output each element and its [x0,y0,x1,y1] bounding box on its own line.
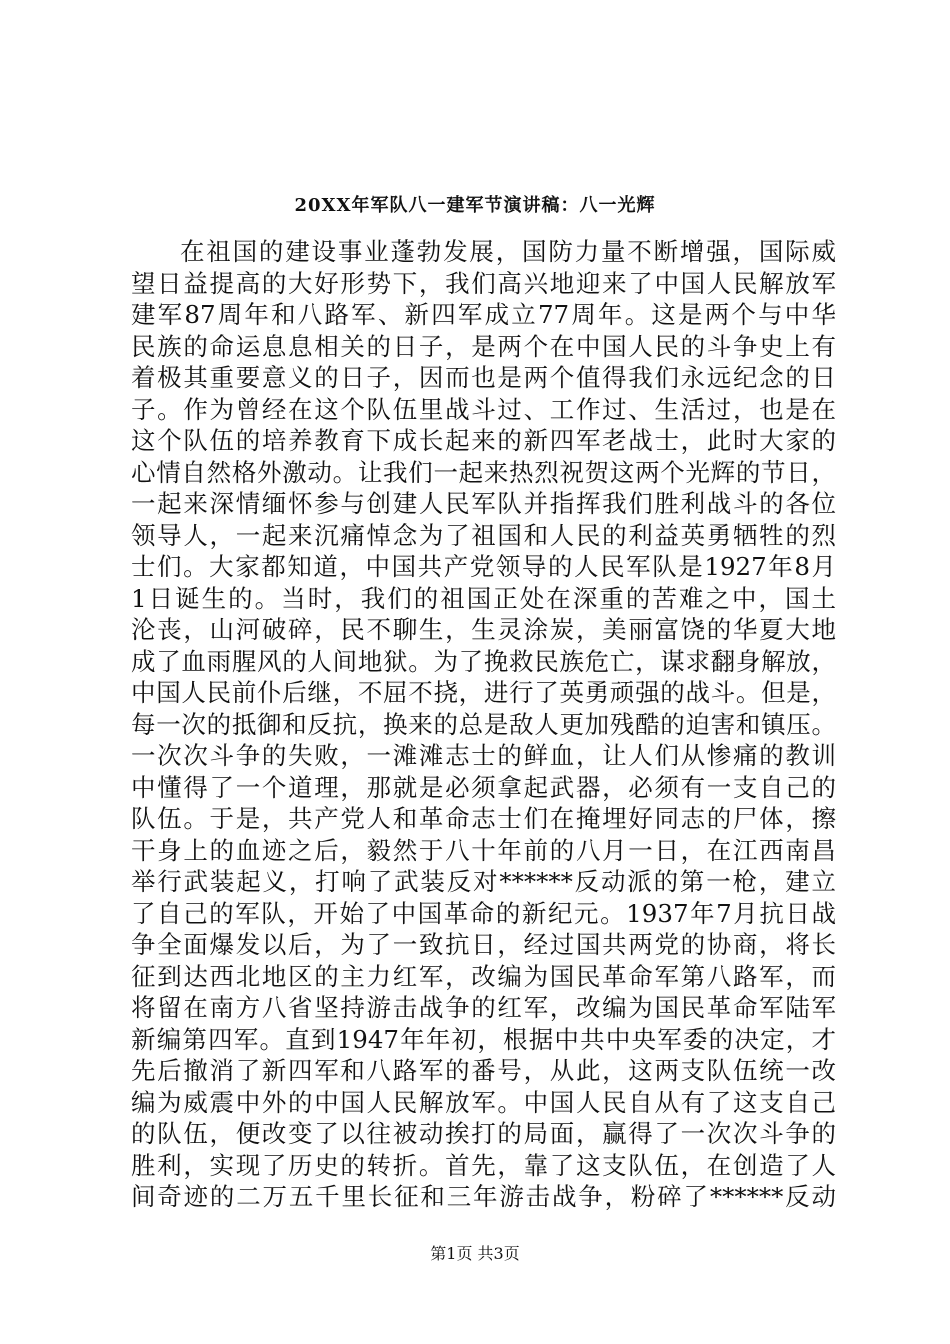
body-line: 胜利，实现了历史的转折。首先，靠了这支队伍，在创造了人 [131,1150,836,1180]
body-line: 成了血雨腥风的人间地狱。为了挽救民族危亡，谋求翻身解放， [131,646,836,676]
body-line: 1日诞生的。当时，我们的祖国正处在深重的苦难之中，国土 [131,583,836,613]
body-line: 了自己的军队，开始了中国革命的新纪元。1937年7月抗日战 [131,898,836,928]
page-number-footer: 第1页 共3页 [430,1244,520,1263]
body-line: 编为威震中外的中国人民解放军。中国人民自从有了这支自己 [131,1087,836,1117]
body-line: 子。作为曾经在这个队伍里战斗过、工作过、生活过，也是在 [131,394,836,424]
body-line: 民族的命运息息相关的日子，是两个在中国人民的斗争史上有 [131,331,836,361]
body-line: 间奇迹的二万五千里长征和三年游击战争，粉碎了******反动 [131,1182,836,1211]
body-line: 沦丧，山河破碎，民不聊生，生灵涂炭，美丽富饶的华夏大地 [131,615,836,644]
body-line: 先后撤消了新四军和八路军的番号，从此，这两支队伍统一改 [131,1056,836,1085]
body-line: 建军87周年和八路军、新四军成立77周年。这是两个与中华 [131,300,836,329]
document-title: 20XX年军队八一建军节演讲稿：八一光辉 [294,195,656,216]
body-line: 望日益提高的大好形势下，我们高兴地迎来了中国人民解放军 [131,268,836,298]
body-line: 这个队伍的培养教育下成长起来的新四军老战士，此时大家的 [131,426,836,455]
body-line: 中国人民前仆后继，不屈不挠，进行了英勇顽强的战斗。但是， [131,678,836,707]
body-line: 每一次的抵御和反抗，换来的总是敌人更加残酷的迫害和镇压。 [131,709,836,739]
body-line: 一起来深情缅怀参与创建人民军队并指挥我们胜利战斗的各位 [131,489,836,518]
body-line: 心情自然格外激动。让我们一起来热烈祝贺这两个光辉的节日， [131,457,836,487]
body-line: 一次次斗争的失败，一滩滩志士的鲜血，让人们从惨痛的教训 [131,741,836,770]
document-body [131,236,836,1213]
body-line: 士们。大家都知道，中国共产党领导的人民军队是1927年8月 [131,552,836,581]
body-line: 队伍。于是，共产党人和革命志士们在掩埋好同志的尸体，擦 [131,804,836,833]
body-line: 新编第四军。直到1947年年初，根据中共中央军委的决定，才 [131,1024,836,1054]
body-line: 在祖国的建设事业蓬勃发展，国防力量不断增强，国际威 [180,237,836,266]
body-line: 举行武装起义，打响了武装反对******反动派的第一枪，建立 [131,867,836,896]
body-line: 中懂得了一个道理，那就是必须拿起武器，必须有一支自己的 [131,772,836,802]
body-line: 争全面爆发以后，为了一致抗日，经过国共两党的协商，将长 [131,930,836,959]
body-line: 将留在南方八省坚持游击战争的红军，改编为国民革命军陆军 [131,993,836,1022]
body-line: 着极其重要意义的日子，因而也是两个值得我们永远纪念的日 [131,363,836,392]
body-line: 的队伍，便改变了以往被动挨打的局面，赢得了一次次斗争的 [131,1119,836,1148]
body-line: 征到达西北地区的主力红军，改编为国民革命军第八路军，而 [131,961,836,991]
body-line: 领导人，一起来沉痛悼念为了祖国和人民的利益英勇牺牲的烈 [131,520,836,550]
body-line: 干身上的血迹之后，毅然于八十年前的八月一日，在江西南昌 [131,835,836,865]
